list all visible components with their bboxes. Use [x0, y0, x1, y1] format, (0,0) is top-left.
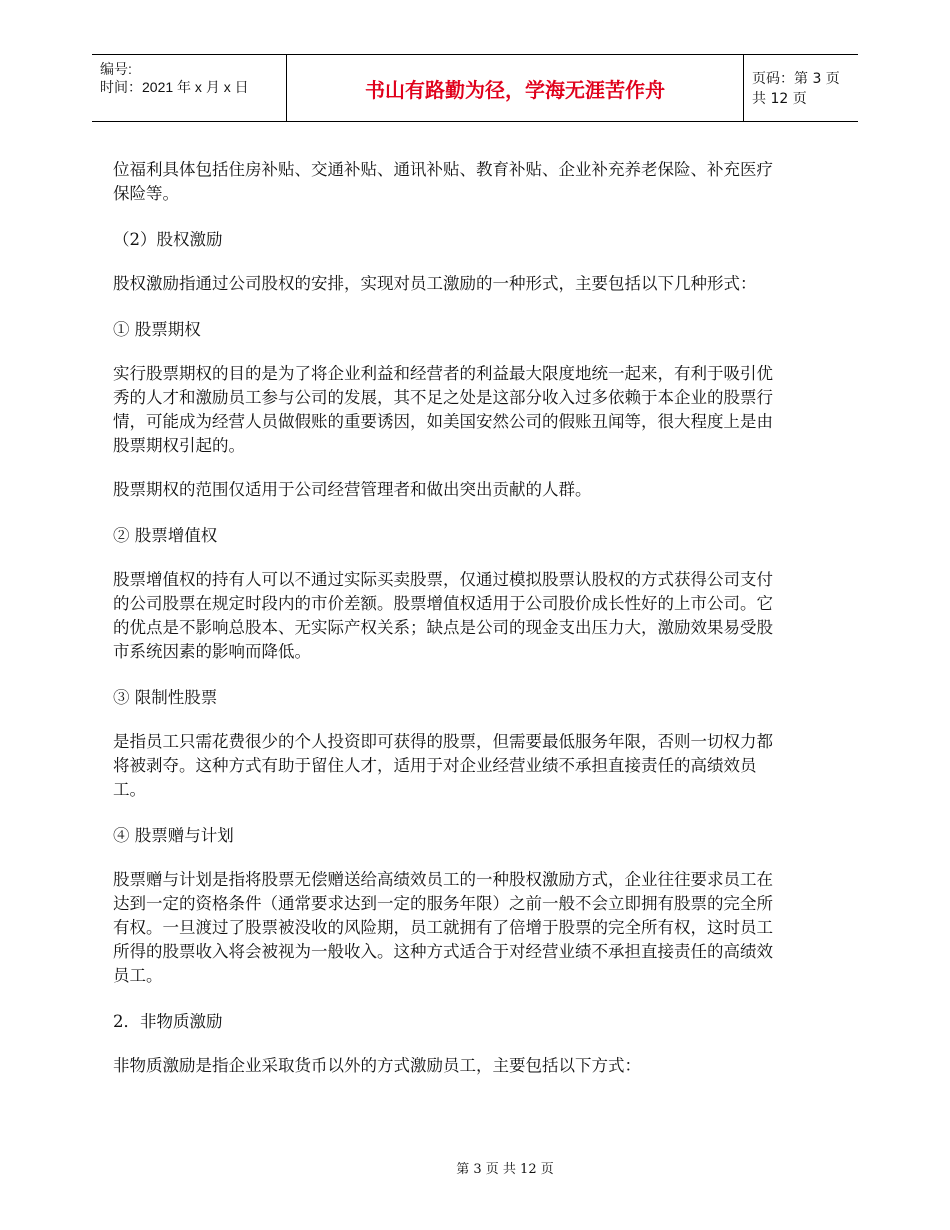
header-meta: [92, 55, 286, 121]
header-page-number: [742, 55, 858, 121]
paragraph-stock-appreciation-rights: 股票增值权的持有人可以不通过实际买卖股票，仅通过模拟股票认股权的方式获得公司支付的公司股票在规定时段内的市价差额。股票增值权适用于公司股价成长性好的上市公司。它的优点是不影响总股本、无实际产权关系；缺点是公司的现金支出压力大，激励效果易受股市系统因素的影响而降低。: [113, 570, 773, 661]
heading-restricted-stock: ③ 限制性股票: [113, 688, 218, 707]
header-page-label: 页码：第 3 页 共 12 页: [752, 71, 840, 107]
heading-stock-grant-plan: ④ 股票赠与计划: [113, 826, 234, 845]
paragraph-stock-options: 实行股票期权的目的是为了将企业利益和经营者的利益最大限度地统一起来，有利于吸引优秀的人才和激励员工参与公司的发展，其不足之处是这部分收入过多依赖于本企业的股票行情，可能成为经营人员做假账的重要诱因，如美国安然公司的假账丑闻等，很大程度上是由股票期权引起的。: [113, 364, 773, 455]
paragraph-non-material-incentive: 非物质激励是指企业采取货币以外的方式激励员工，主要包括以下方式：: [113, 1056, 641, 1075]
heading-stock-options: ① 股票期权: [113, 320, 201, 339]
paragraph-equity-definition: 股权激励指通过公司股权的安排，实现对员工激励的一种形式，主要包括以下几种形式：: [113, 274, 757, 293]
paragraph-stock-grant-plan: 股票赠与计划是指将股票无偿赠送给高绩效员工的一种股权激励方式，企业往往要求员工在达到一定的资格条件（通常要求达到一定的服务年限）之前一般不会立即拥有股票的完全所有权。一旦渡过了股票被没收的风险期，员工就拥有了倍增于股票的完全所有权，这时员工所得的股票收入将会被视为一般收入。这种方式适合于对经营业绩不承担直接责任的高绩效员工。: [113, 870, 773, 985]
page-header: [92, 54, 858, 122]
paragraph-stock-options-scope: 股票期权的范围仅适用于公司经营管理者和做出突出贡献的人群。: [113, 480, 592, 499]
paragraph-restricted-stock: 是指员工只需花费很少的个人投资即可获得的股票，但需要最低服务年限，否则一切权力都将被剥夺。这种方式有助于留住人才，适用于对企业经营业绩不承担直接责任的高绩效员工。: [113, 732, 773, 799]
page-footer: 第 3 页 共 12 页: [456, 1162, 554, 1177]
header-motto: 书山有路勤为径，学海无涯苦作舟: [286, 55, 744, 121]
paragraph-welfare: 位福利具体包括住房补贴、交通补贴、通讯补贴、教育补贴、企业补充养老保险、补充医疗保险等。: [113, 160, 773, 203]
document-time: 时间：2021 年 x 月 x 日: [100, 79, 249, 95]
heading-non-material-incentive: 2．非物质激励: [113, 1012, 223, 1031]
document-body: [113, 158, 773, 1078]
document-number: 编号:: [100, 61, 132, 77]
heading-equity-incentive: （2）股权激励: [113, 230, 223, 249]
heading-stock-appreciation-rights: ② 股票增值权: [113, 526, 218, 545]
